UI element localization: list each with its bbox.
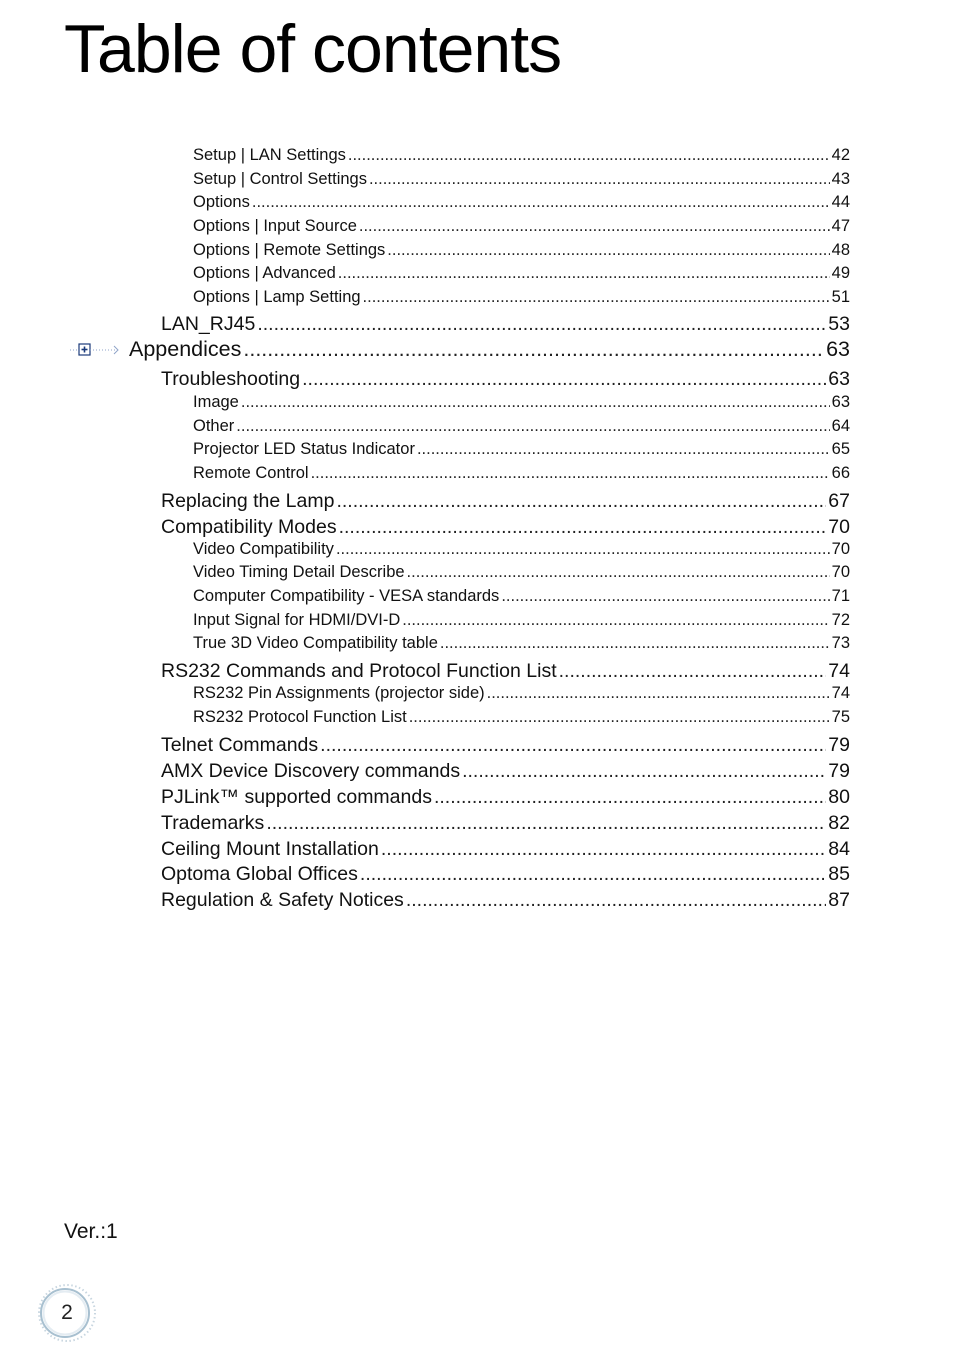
toc-entry[interactable] <box>193 264 850 283</box>
toc-entry-label: Setup | Control Settings <box>193 170 367 188</box>
page-number: 2 <box>61 1301 73 1324</box>
toc-dot-leader <box>501 587 829 606</box>
toc-entry[interactable] <box>193 464 850 483</box>
toc-dot-leader <box>407 563 830 582</box>
toc-entry[interactable] <box>161 812 850 835</box>
page-number-badge <box>36 1282 98 1344</box>
toc-entry[interactable] <box>193 170 850 189</box>
toc-entry-page: 43 <box>831 170 850 188</box>
toc-entry-page: 63 <box>828 368 850 390</box>
toc-entry-label: Video Timing Detail Describe <box>193 563 405 581</box>
toc-entry-label: AMX Device Discovery commands <box>161 760 461 782</box>
toc-entry-label: Computer Compatibility - VESA standards <box>193 587 500 605</box>
toc-entry-label: True 3D Video Compatibility table <box>193 634 438 652</box>
toc-entry-page: 84 <box>828 838 850 860</box>
toc-dot-leader <box>363 288 830 307</box>
toc-entry[interactable] <box>193 146 850 165</box>
toc-entry[interactable] <box>161 863 850 886</box>
toc-entry[interactable] <box>193 193 850 212</box>
toc-entry-label: Input Signal for HDMI/DVI-D <box>193 611 401 629</box>
toc-entry[interactable] <box>161 660 850 683</box>
toc-dot-leader <box>417 440 830 459</box>
toc-entry[interactable] <box>193 708 850 727</box>
toc-dot-leader <box>302 368 826 391</box>
toc-entry-label: Replacing the Lamp <box>161 490 335 512</box>
toc-entry[interactable] <box>161 313 850 336</box>
toc-dot-leader <box>402 611 829 630</box>
toc-entry-label: Options | Lamp Setting <box>193 288 361 306</box>
expand-plus-icon[interactable] <box>70 340 122 360</box>
toc-dot-leader <box>440 634 830 653</box>
toc-dot-leader <box>320 734 826 757</box>
toc-entry[interactable] <box>161 889 850 912</box>
toc-entry-label: Video Compatibility <box>193 540 334 558</box>
toc-dot-leader <box>360 863 826 886</box>
toc-entry-label: Remote Control <box>193 464 309 482</box>
toc-dot-leader <box>348 146 830 165</box>
toc-dot-leader <box>359 217 830 236</box>
toc-dot-leader <box>252 193 830 212</box>
toc-entry-page: 47 <box>831 217 850 235</box>
toc-entry-page: 63 <box>831 393 850 411</box>
toc-entry-label: Other <box>193 417 235 435</box>
toc-entry-page: 79 <box>828 760 850 782</box>
toc-entry-page: 67 <box>828 490 850 512</box>
toc-entry-page: 87 <box>828 889 850 911</box>
toc-dot-leader <box>243 337 824 362</box>
toc-entry-page: 70 <box>828 516 850 538</box>
toc-dot-leader <box>266 812 826 835</box>
toc-dot-leader <box>462 760 826 783</box>
toc-entry-label: Ceiling Mount Installation <box>161 838 379 860</box>
toc-entry-label: RS232 Protocol Function List <box>193 708 407 726</box>
toc-entry[interactable] <box>193 393 850 412</box>
toc-dot-leader <box>339 516 827 539</box>
toc-entry-label: RS232 Commands and Protocol Function List <box>161 660 557 682</box>
toc-dot-leader <box>241 393 830 412</box>
toc-entry-page: 80 <box>828 786 850 808</box>
toc-dot-leader <box>409 708 830 727</box>
toc-entry-page: 51 <box>831 288 850 306</box>
toc-entry-label: Telnet Commands <box>161 734 319 756</box>
toc-entry[interactable] <box>193 684 850 703</box>
toc-entry[interactable] <box>193 611 850 630</box>
toc-entry-page: 73 <box>831 634 850 652</box>
toc-dot-leader <box>406 889 826 912</box>
toc-entry-page: 64 <box>831 417 850 435</box>
toc-entry-label: Optoma Global Offices <box>161 863 358 885</box>
toc-entry-label: Troubleshooting <box>161 368 301 390</box>
toc-entry[interactable] <box>193 217 850 236</box>
toc-entry[interactable] <box>193 417 850 436</box>
toc-entry[interactable] <box>161 490 850 513</box>
toc-entry[interactable] <box>161 734 850 757</box>
toc-entry-page: 71 <box>831 587 850 605</box>
toc-entry-page: 63 <box>826 337 850 361</box>
toc-entry-label: Options | Input Source <box>193 217 357 235</box>
toc-entry-page: 44 <box>831 193 850 211</box>
toc-entry-page: 70 <box>831 540 850 558</box>
toc-dot-leader <box>257 313 826 336</box>
toc-entry-label: Trademarks <box>161 812 265 834</box>
toc-entry[interactable] <box>193 440 850 459</box>
toc-entry[interactable] <box>193 241 850 260</box>
toc-entry-label: PJLink™ supported commands <box>161 786 432 808</box>
toc-entry[interactable] <box>161 368 850 391</box>
toc-entry-page: 74 <box>828 660 850 682</box>
toc-dot-leader <box>559 660 827 683</box>
toc-entry-label: Image <box>193 393 239 411</box>
toc-entry-label: Setup | LAN Settings <box>193 146 346 164</box>
toc-entry-page: 70 <box>831 563 850 581</box>
page-title: Table of contents <box>64 11 562 87</box>
toc-dot-leader <box>381 838 826 861</box>
toc-entry-page: 53 <box>828 313 850 335</box>
toc-dot-leader <box>311 464 830 483</box>
toc-entry[interactable] <box>193 587 850 606</box>
toc-entry-label: Regulation & Safety Notices <box>161 889 404 911</box>
toc-entry-label: RS232 Pin Assignments (projector side) <box>193 684 485 702</box>
toc-entry-page: 48 <box>831 241 850 259</box>
toc-dot-leader <box>336 490 826 513</box>
toc-dot-leader <box>387 241 829 260</box>
toc-entry[interactable] <box>193 540 850 559</box>
toc-entry-label: LAN_RJ45 <box>161 313 256 335</box>
toc-entry-label: Projector LED Status Indicator <box>193 440 415 458</box>
toc-dot-leader <box>236 417 829 436</box>
toc-entry-label: Options <box>193 193 250 211</box>
toc-entry[interactable] <box>193 288 850 307</box>
toc-entry[interactable] <box>161 786 850 809</box>
toc-entry[interactable] <box>161 516 850 539</box>
toc-entry-label: Compatibility Modes <box>161 516 337 538</box>
toc-entry[interactable] <box>193 634 850 653</box>
toc-entry-page: 65 <box>831 440 850 458</box>
toc-dot-leader <box>336 540 830 559</box>
toc-entry-page: 72 <box>831 611 850 629</box>
toc-entry-label: Options | Advanced <box>193 264 336 282</box>
toc-dot-leader <box>369 170 830 189</box>
toc-entry[interactable] <box>129 337 850 362</box>
toc-entry-label: Appendices <box>129 337 242 361</box>
toc-dot-leader <box>487 684 830 703</box>
toc-entry-page: 66 <box>831 464 850 482</box>
version-label: Ver.:1 <box>64 1220 118 1243</box>
toc-entry-page: 75 <box>831 708 850 726</box>
toc-entry-label: Options | Remote Settings <box>193 241 386 259</box>
toc-entry[interactable] <box>161 838 850 861</box>
toc-entry-page: 82 <box>828 812 850 834</box>
toc-dot-leader <box>434 786 826 809</box>
toc-entry-page: 85 <box>828 863 850 885</box>
toc-dot-leader <box>338 264 830 283</box>
toc-entry-page: 79 <box>828 734 850 756</box>
toc-entry-page: 42 <box>831 146 850 164</box>
toc-entry-page: 49 <box>831 264 850 282</box>
toc-entry[interactable] <box>193 563 850 582</box>
toc-entry-page: 74 <box>831 684 850 702</box>
toc-entry[interactable] <box>161 760 850 783</box>
